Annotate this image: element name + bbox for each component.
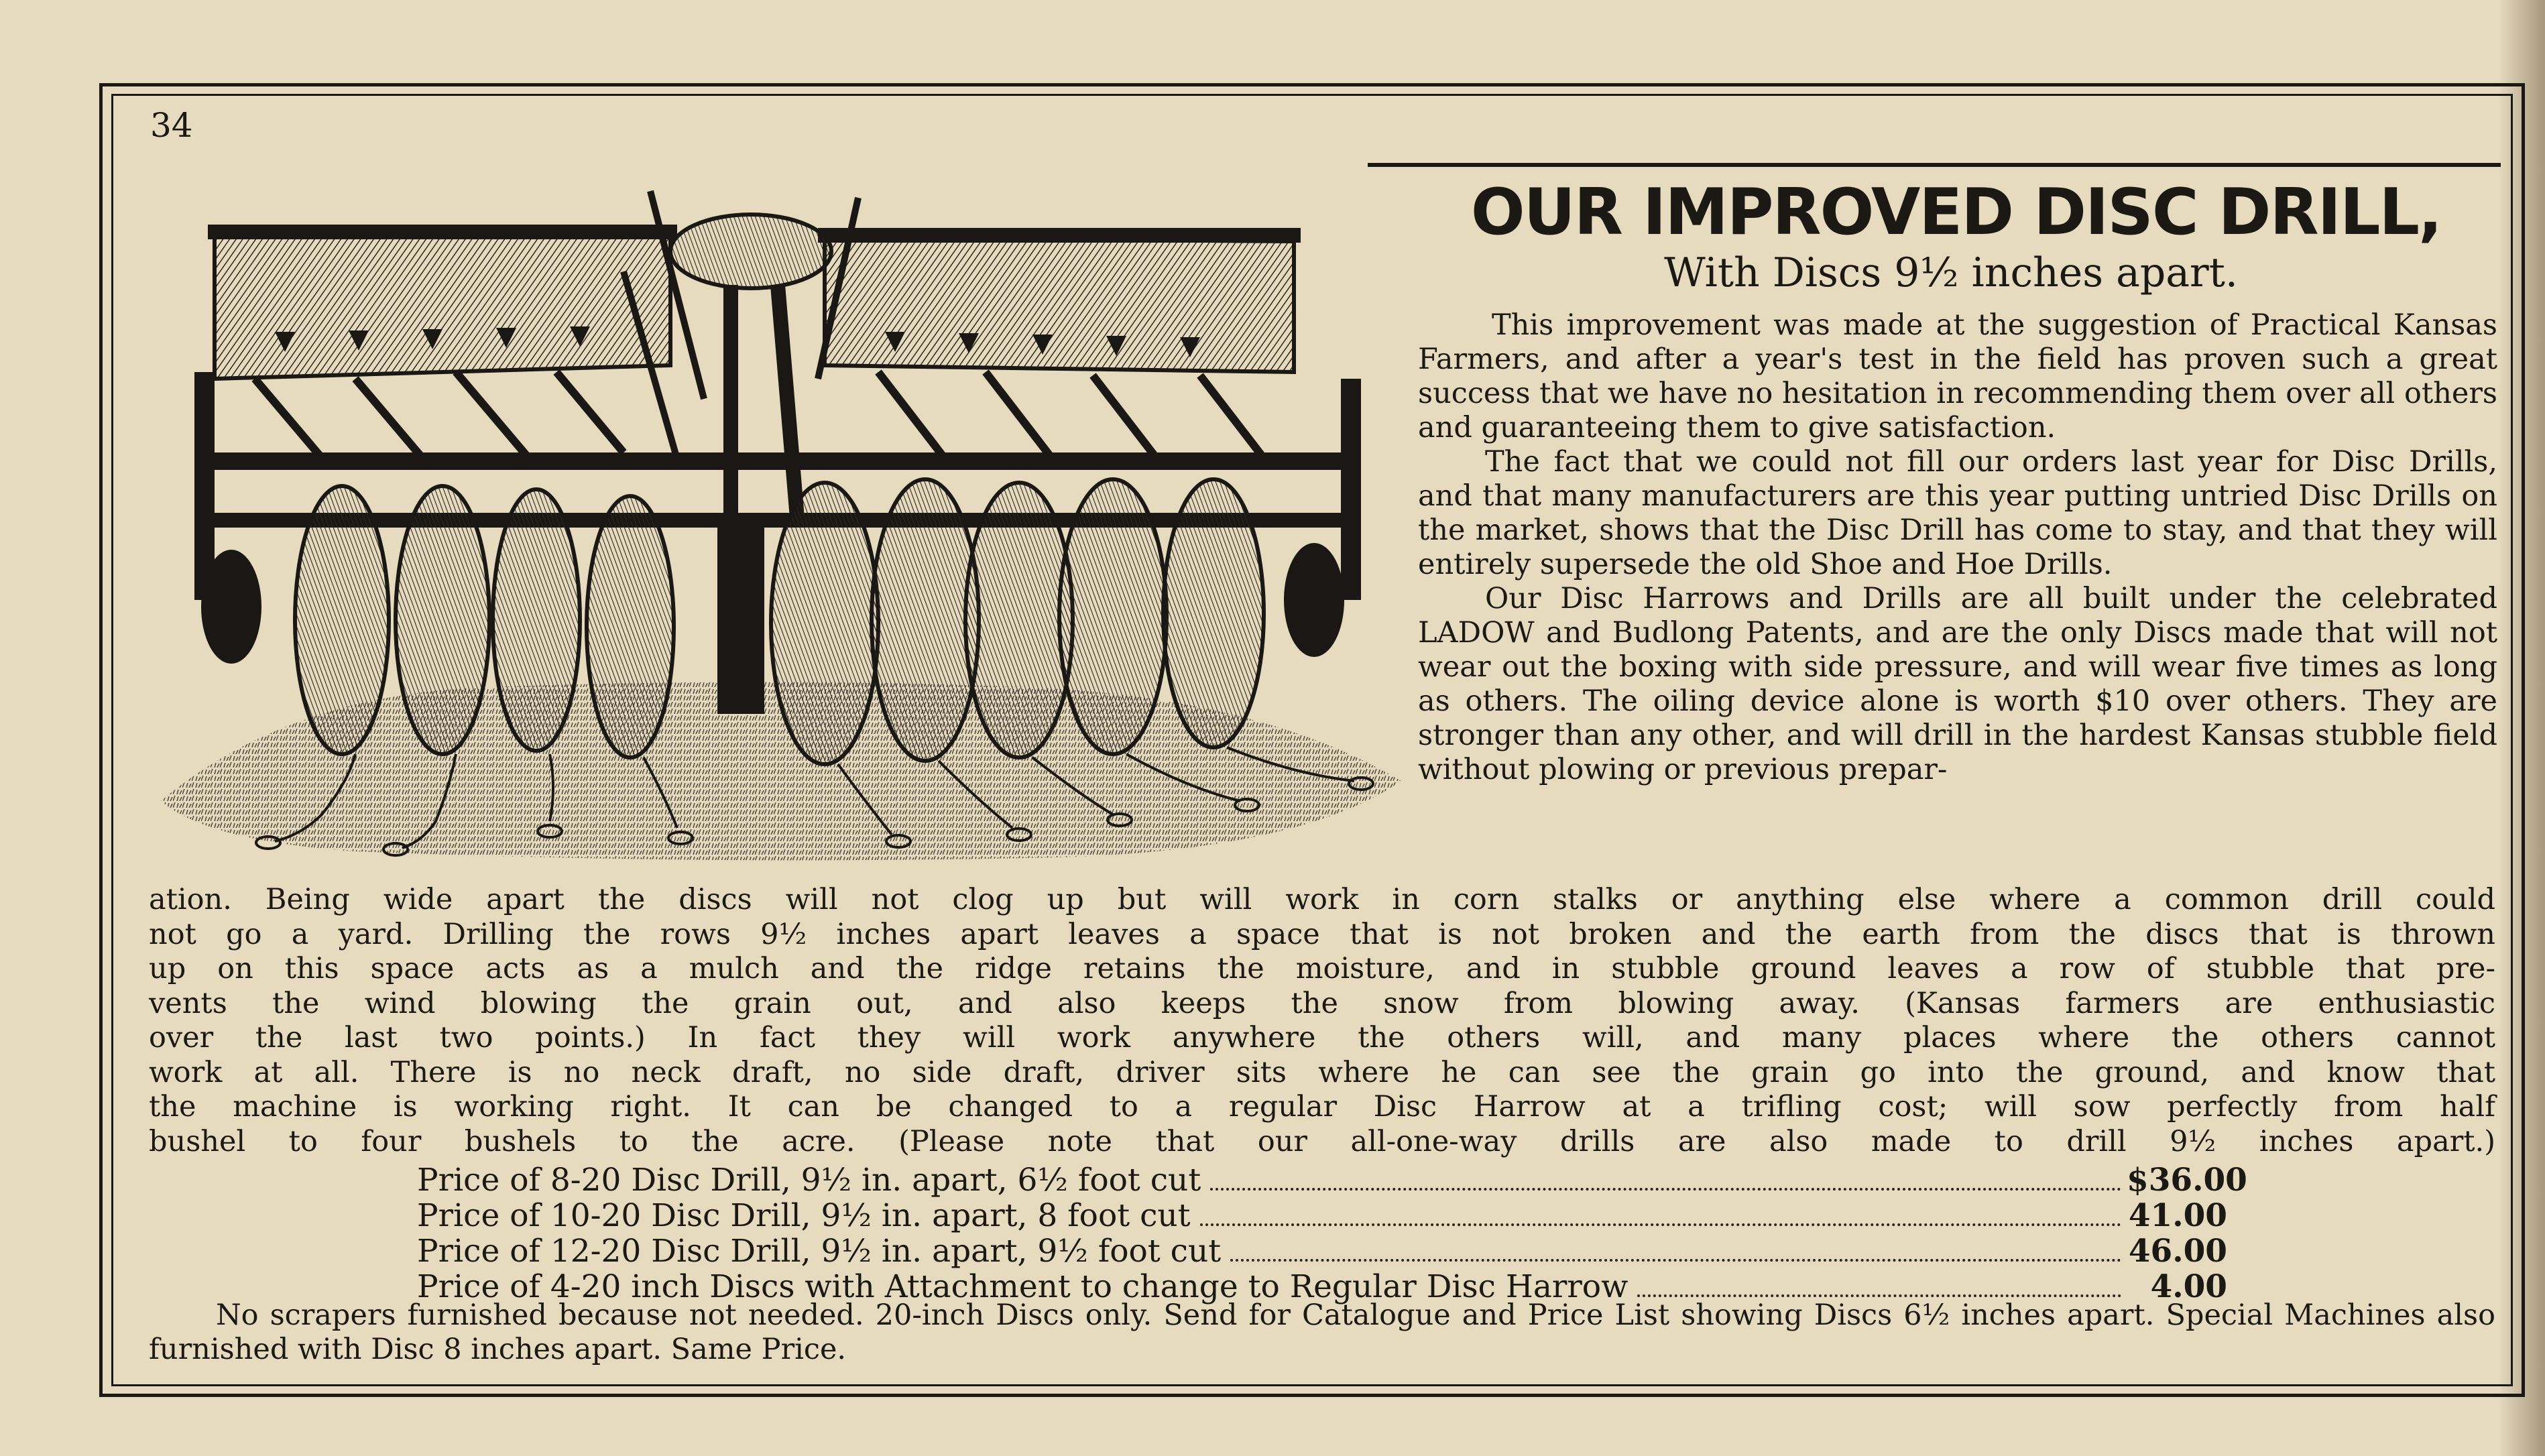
price-row (417, 1162, 2247, 1199)
price-label: Price of 10-20 Disc Drill, 9½ in. apart, 8 foot cut (417, 1197, 1191, 1234)
page-title: OUR IMPROVED DISC DRILL, (1470, 176, 2442, 249)
price-amount: $36.00 (2127, 1162, 2247, 1199)
description-column (1418, 308, 2497, 787)
price-amount: 46.00 (2128, 1233, 2227, 1270)
text-line: the machine is working right. It can be changed to a regular Disc Harrow at a trifling cost; will sow perfectly from half (149, 1090, 2495, 1124)
disc-drill-illustration (154, 178, 1415, 868)
text-line: bushel to four bushels to the acre. (Please note that our all-one-way drills are also made to drill 9½ inches apart.) (149, 1124, 2495, 1158)
page-subtitle: With Discs 9½ inches apart. (1664, 249, 2238, 296)
page-number: 34 (150, 106, 193, 145)
price-amount: 4.00 (2150, 1268, 2227, 1305)
price-label: Price of 4-20 inch Discs with Attachment to change to Regular Disc Harrow (417, 1268, 1629, 1305)
paragraph-patents: Our Disc Harrows and Drills are all built under the celebrated LADOW and Budlong Patents, and are the only Discs made that will not wear out the boxing with side pressure, and will wear five times as long as others. The oiling device alone is worth $10 over others. They are stronger than any other, and will drill in the hardest Kansas stubble field without plowing or previous prepar- (1418, 582, 2497, 786)
dot-leader (1210, 1188, 2121, 1191)
price-label: Price of 8-20 Disc Drill, 9½ in. apart, 6½ foot cut (417, 1162, 1201, 1199)
price-label: Price of 12-20 Disc Drill, 9½ in. apart, 9½ foot cut (417, 1233, 1222, 1270)
text-line: vents the wind blowing the grain out, and also keeps the snow from blowing away. (Kansas farmers are enthusiastic (149, 986, 2495, 1020)
text-line: work at all. There is no neck draft, no side draft, driver sits where he can see the grain go into the ground, and know that (149, 1055, 2495, 1089)
paragraph-improvement: This improvement was made at the suggestion of Practical Kansas Farmers, and after a year's test in the field has proven such a great success that we have no hesitation in recommending them over all others and guaranteeing them to give satisfaction. (1418, 308, 2497, 444)
text-line: over the last two points.) In fact they will work anywhere the others will, and many places where the others cannot (149, 1021, 2495, 1054)
dot-leader (1230, 1259, 2121, 1262)
text-line: up on this space acts as a mulch and the ridge retains the moisture, and in stubble ground leaves a row of stubble that pre- (149, 952, 2495, 985)
dot-leader (1637, 1294, 2121, 1297)
footer-note (149, 1298, 2495, 1367)
price-row (417, 1199, 2227, 1234)
text-line: ation. Being wide apart the discs will not clog up but will work in corn stalks or anything else where a common drill could (149, 883, 2495, 916)
title-rule (1368, 163, 2501, 167)
paragraph-orders: The fact that we could not fill our orders last year for Disc Drills, and that many manufacturers are this year putting untried Disc Drills on the market, shows that the Disc Drill has come to stay, and that they will entirely supersede the old Shoe and Hoe Drills. (1418, 445, 2497, 581)
text-line: not go a yard. Drilling the rows 9½ inches apart leaves a space that is not broken and the earth from the discs that is thrown (149, 917, 2495, 951)
price-list (417, 1162, 2247, 1305)
price-row (417, 1234, 2227, 1270)
description-continued (149, 883, 2495, 1159)
dot-leader (1200, 1223, 2121, 1226)
footer-paragraph: No scrapers furnished because not needed. 20-inch Discs only. Send for Catalogue and Price List showing Discs 6½ inches apart. Special Machines also furnished with Disc 8 inches apart. Same Price. (149, 1298, 2495, 1366)
price-amount: 41.00 (2128, 1197, 2227, 1234)
